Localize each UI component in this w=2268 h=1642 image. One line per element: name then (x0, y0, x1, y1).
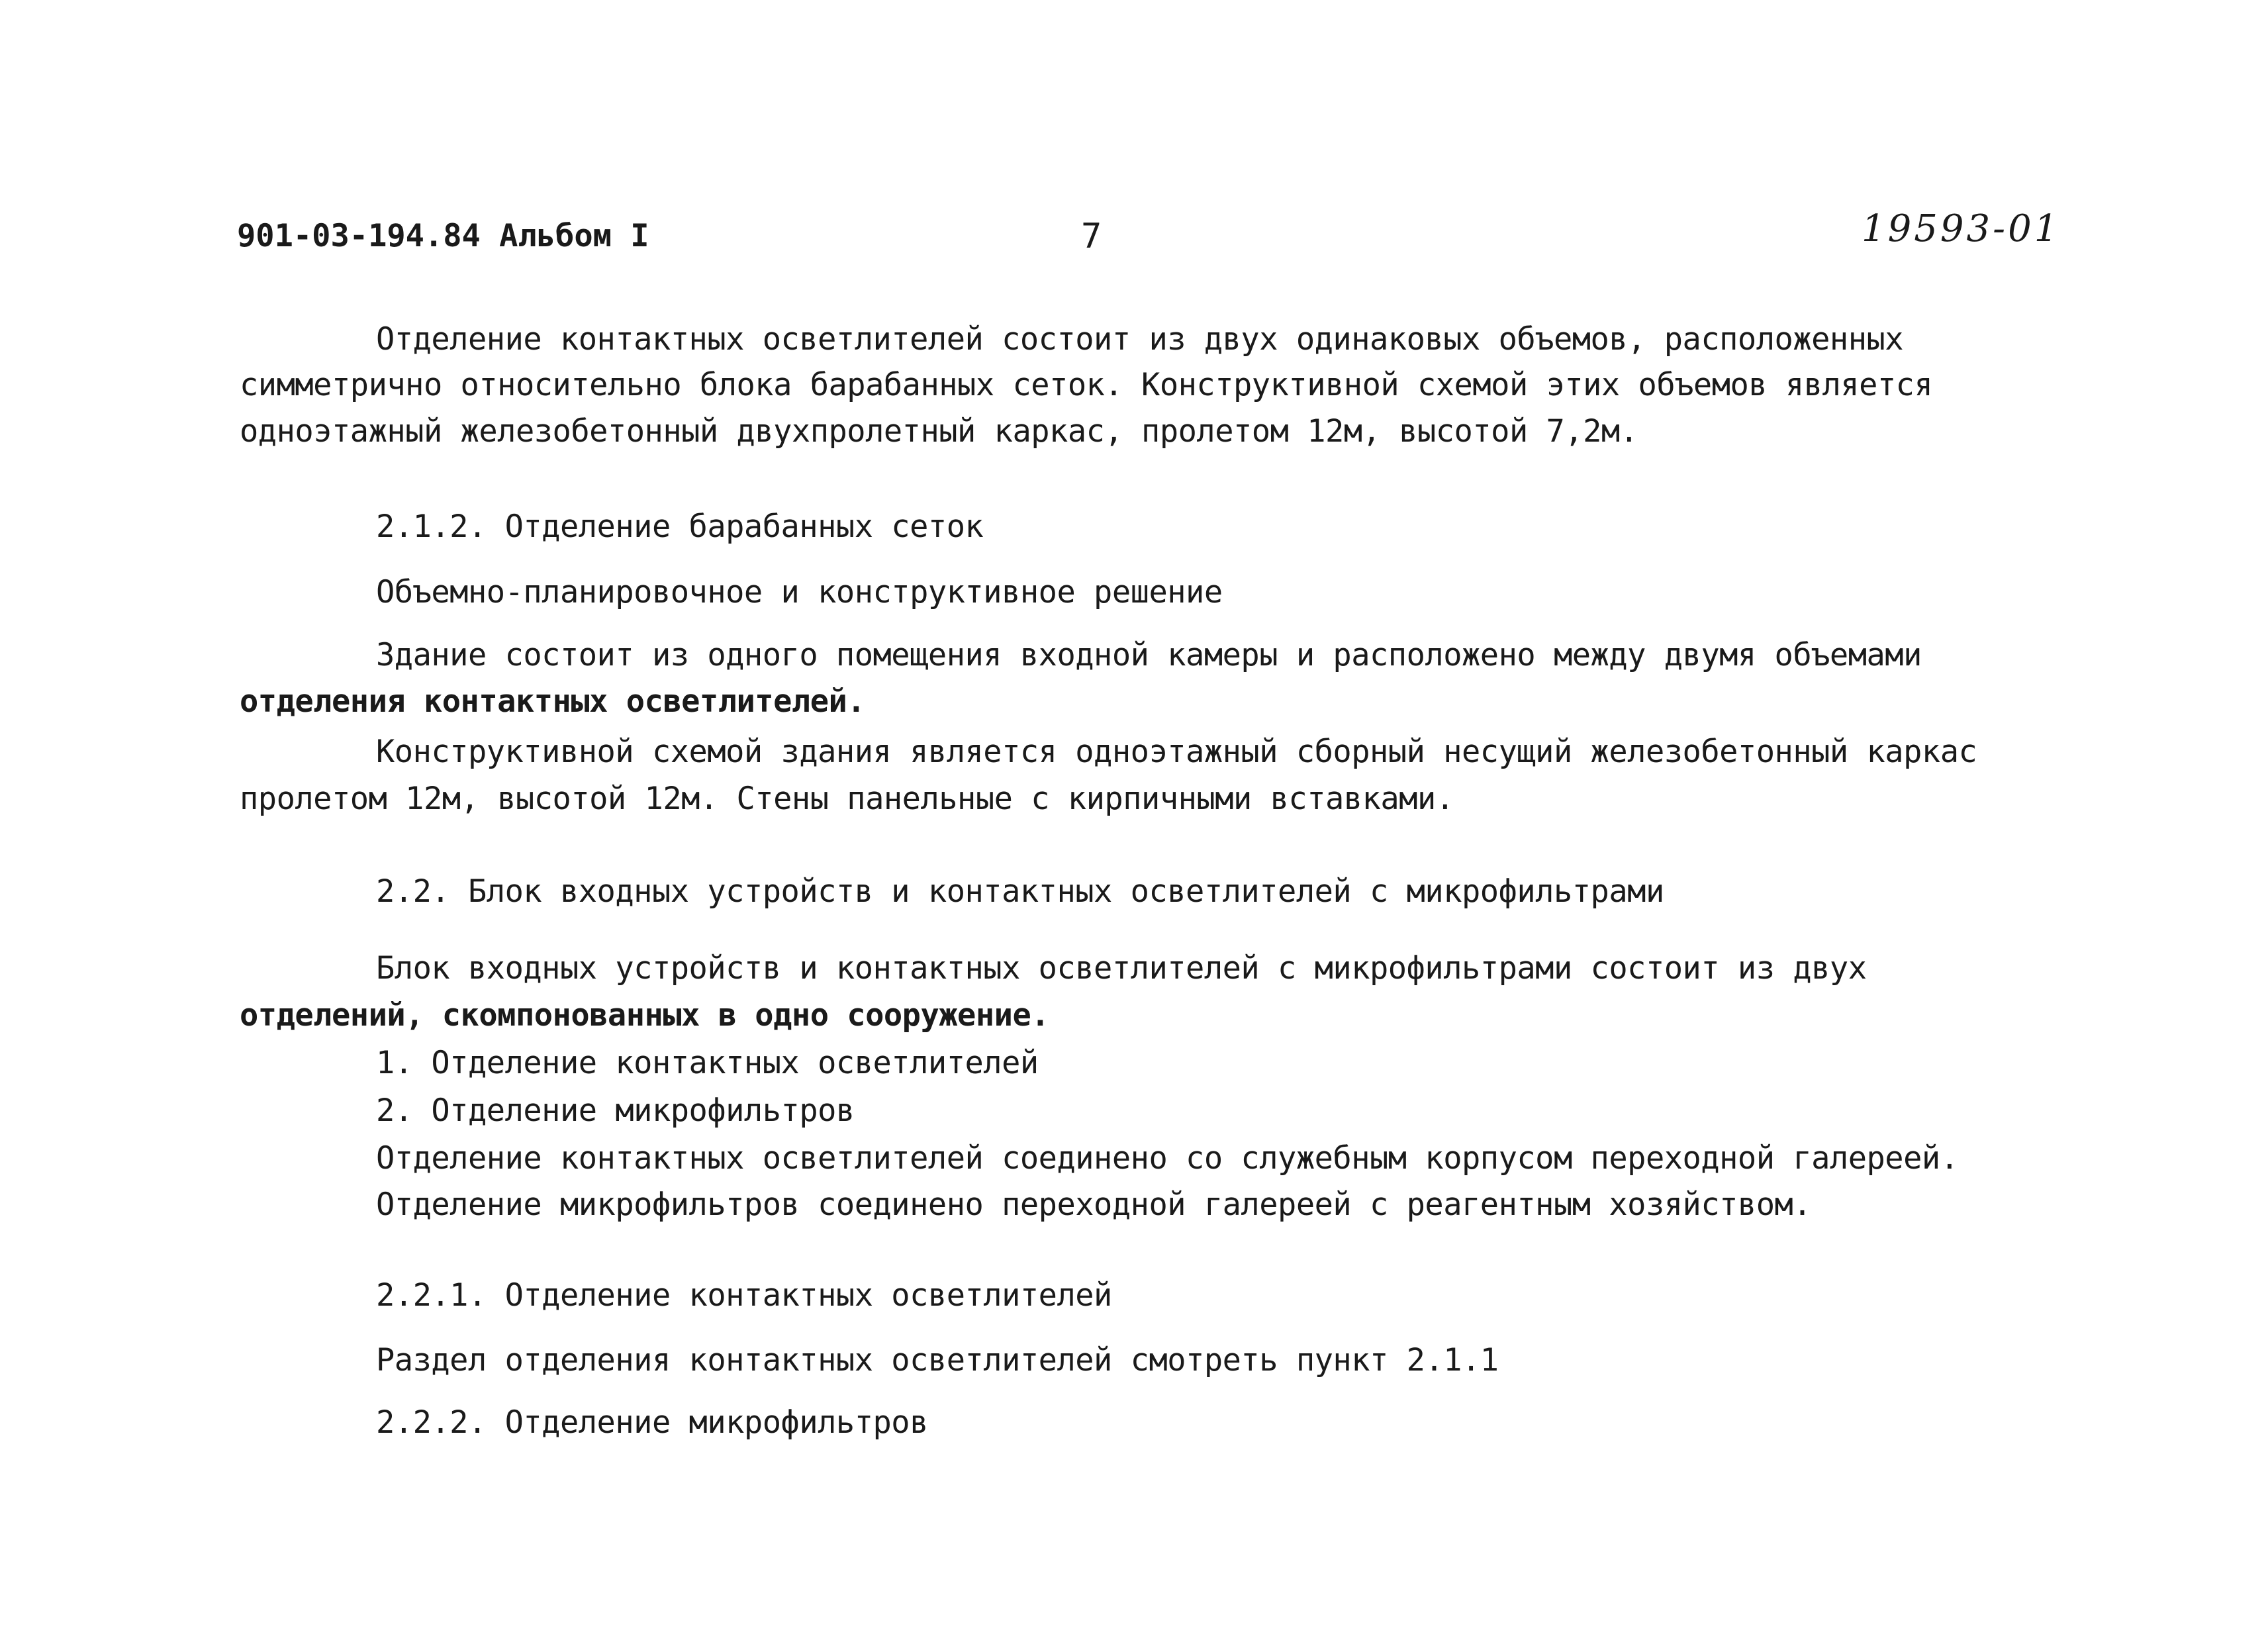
paragraph-4-line-1: Блок входных устройств и контактных осветлителей с микрофильтрами состоит из двух (376, 950, 1867, 987)
paragraph-1-line-1: Отделение контактных осветлителей состоит из двух одинаковых объемов, расположенных (376, 321, 1904, 358)
paragraph-2-line-2: отделения контактных осветлителей. (240, 683, 866, 720)
paragraph-1-line-2: симметрично относительно блока барабанных сеток. Конструктивной схемой этих объемов является (240, 367, 1933, 403)
paragraph-1-line-3: одноэтажный железобетонный двухпролетный каркас, пролетом 12м, высотой 7,2м. (240, 413, 1638, 450)
paragraph-4-line-2: отделений, скомпонованных в одно сооружение. (240, 997, 1050, 1034)
document-code: 901-03-194.84 Альбом I (237, 218, 649, 254)
section-2-2-1-text: Раздел отделения контактных осветлителей смотреть пункт 2.1.1 (376, 1342, 1499, 1378)
paragraph-3-line-1: Конструктивной схемой здания является одноэтажный сборный несущий железобетонный каркас (376, 734, 1977, 770)
paragraph-3-line-2: пролетом 12м, высотой 12м. Стены панельные с кирпичными вставками. (240, 781, 1454, 817)
paragraph-2-line-1: Здание состоит из одного помещения входной камеры и расположено между двумя объемами (376, 637, 1922, 673)
paragraph-5-line-1: Отделение контактных осветлителей соединено со служебным корпусом переходной галереей. (376, 1140, 1959, 1177)
section-2-1-2-subheading: Объемно-планировочное и конструктивное решение (376, 574, 1223, 610)
section-2-1-2-heading: 2.1.2. Отделение барабанных сеток (376, 508, 984, 545)
inventory-number: 19593-01 (1862, 207, 2061, 250)
page-number: 7 (1081, 217, 1102, 256)
list-item-2: 2. Отделение микрофильтров (376, 1092, 855, 1129)
section-2-2-heading: 2.2. Блок входных устройств и контактных осветлителей с микрофильтрами (376, 873, 1664, 910)
paragraph-5-line-2: Отделение микрофильтров соединено переходной галереей с реагентным хозяйством. (376, 1186, 1812, 1223)
section-2-2-1-heading: 2.2.1. Отделение контактных осветлителей (376, 1277, 1112, 1314)
section-2-2-2-heading: 2.2.2. Отделение микрофильтров (376, 1404, 928, 1441)
list-item-1: 1. Отделение контактных осветлителей (376, 1045, 1039, 1081)
